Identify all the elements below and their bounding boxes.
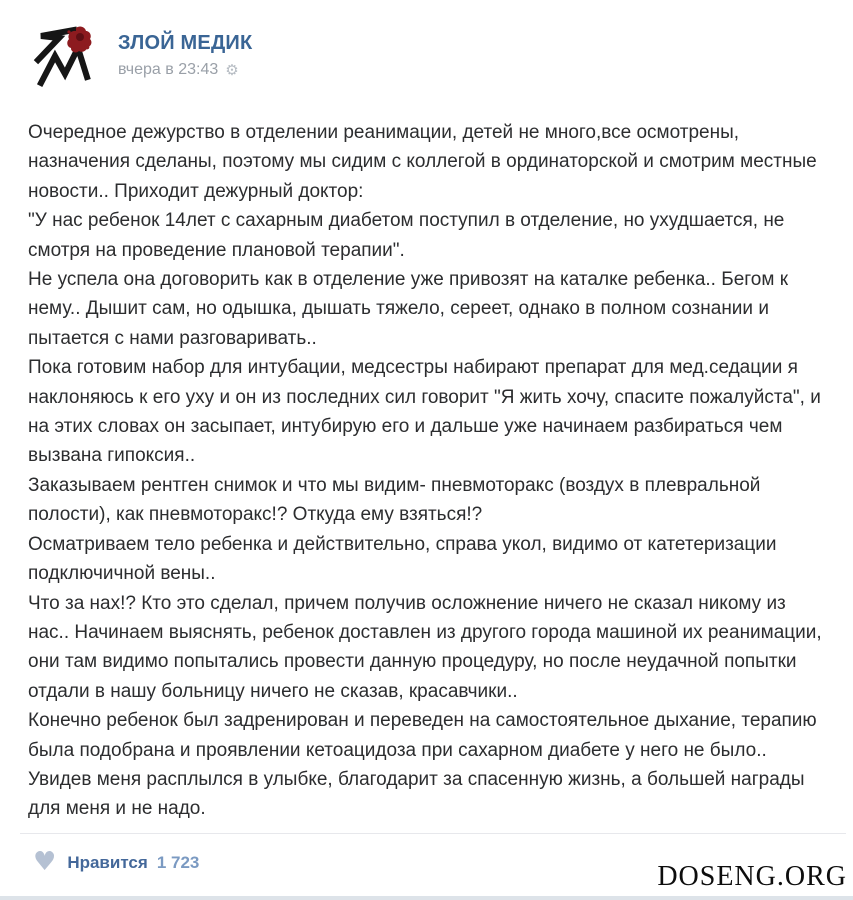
group-name-link[interactable]: ЗЛОЙ МЕДИК bbox=[118, 32, 253, 54]
gear-icon[interactable]: ⚙ bbox=[225, 60, 239, 79]
bottom-strip bbox=[0, 896, 853, 900]
like-count: 1 723 bbox=[156, 853, 200, 872]
like-label: Нравится bbox=[67, 853, 148, 872]
post-paragraph: Пока готовим набор для интубации, медсестры набирают препарат для мед.седации я наклоняюсь к его уху и он из последних сил говорит "Я жить хочу, спасите пожалуйста", и на этих словах он засыпает, интубирую его и дальше уже начинаем разбираться чем вызвана гипоксия.. bbox=[28, 357, 821, 467]
heart-icon: ♥ bbox=[33, 846, 57, 877]
post-paragraph: Не успела она договорить как в отделение уже привозят на каталке ребенка.. Бегом к нему.. Дышит сам, но одышка, дышать тяжело, сереет, однако в полном сознании и пытается с нами разговаривать.. bbox=[28, 269, 788, 349]
post-text bbox=[28, 118, 829, 824]
post-header bbox=[0, 0, 853, 90]
post-paragraph: Осматриваем тело ребенка и действительно, справа укол, видимо от катетеризации подключичной вены.. bbox=[28, 533, 777, 585]
post-meta bbox=[118, 61, 252, 79]
post-header-info bbox=[118, 22, 252, 90]
post-paragraph: Что за нах!? Кто это сделал, причем получив осложнение ничего не сказал никому из нас.. Начинаем выяснять, ребенок доставлен из другого города машиной их реанимации, они там видимо попытались провести данную процедуру, но после неудачной попытки отдали в нашу больницу ничего не сказав, красавчики.. bbox=[28, 592, 822, 702]
post-paragraph: Очередное дежурство в отделении реанимации, детей не много,все осмотрены, назначения сделаны, поэтому мы сидим с коллегой в ординаторской и смотрим местные новости.. Приходит дежурный доктор: bbox=[28, 122, 817, 202]
post-paragraph: "У нас ребенок 14лет с сахарным диабетом поступил в отделение, но ухудшается, не смотря на проведение плановой терапии". bbox=[28, 210, 785, 261]
watermark: DOSENG.ORG bbox=[657, 861, 847, 892]
post-paragraph: Конечно ребенок был задренирован и переведен на самостоятельное дыхание, терапию была подобрана и проявлении кетоацидоза при сахарном диабете у него не было.. Увидев меня расплылся в улыбке, благодарит за спасенную жизнь, а большей награды для меня и не надо. bbox=[28, 710, 817, 820]
divider bbox=[20, 833, 846, 834]
post-timestamp: вчера в 23:43 bbox=[118, 61, 219, 78]
zm-logo-icon bbox=[28, 22, 96, 90]
post-paragraph: Заказываем рентген снимок и что мы видим- пневмоторакс (воздух в плевральной полости), как пневмоторакс!? Откуда ему взяться!? bbox=[28, 474, 761, 526]
group-avatar[interactable] bbox=[28, 22, 96, 90]
like-button[interactable] bbox=[33, 848, 199, 878]
